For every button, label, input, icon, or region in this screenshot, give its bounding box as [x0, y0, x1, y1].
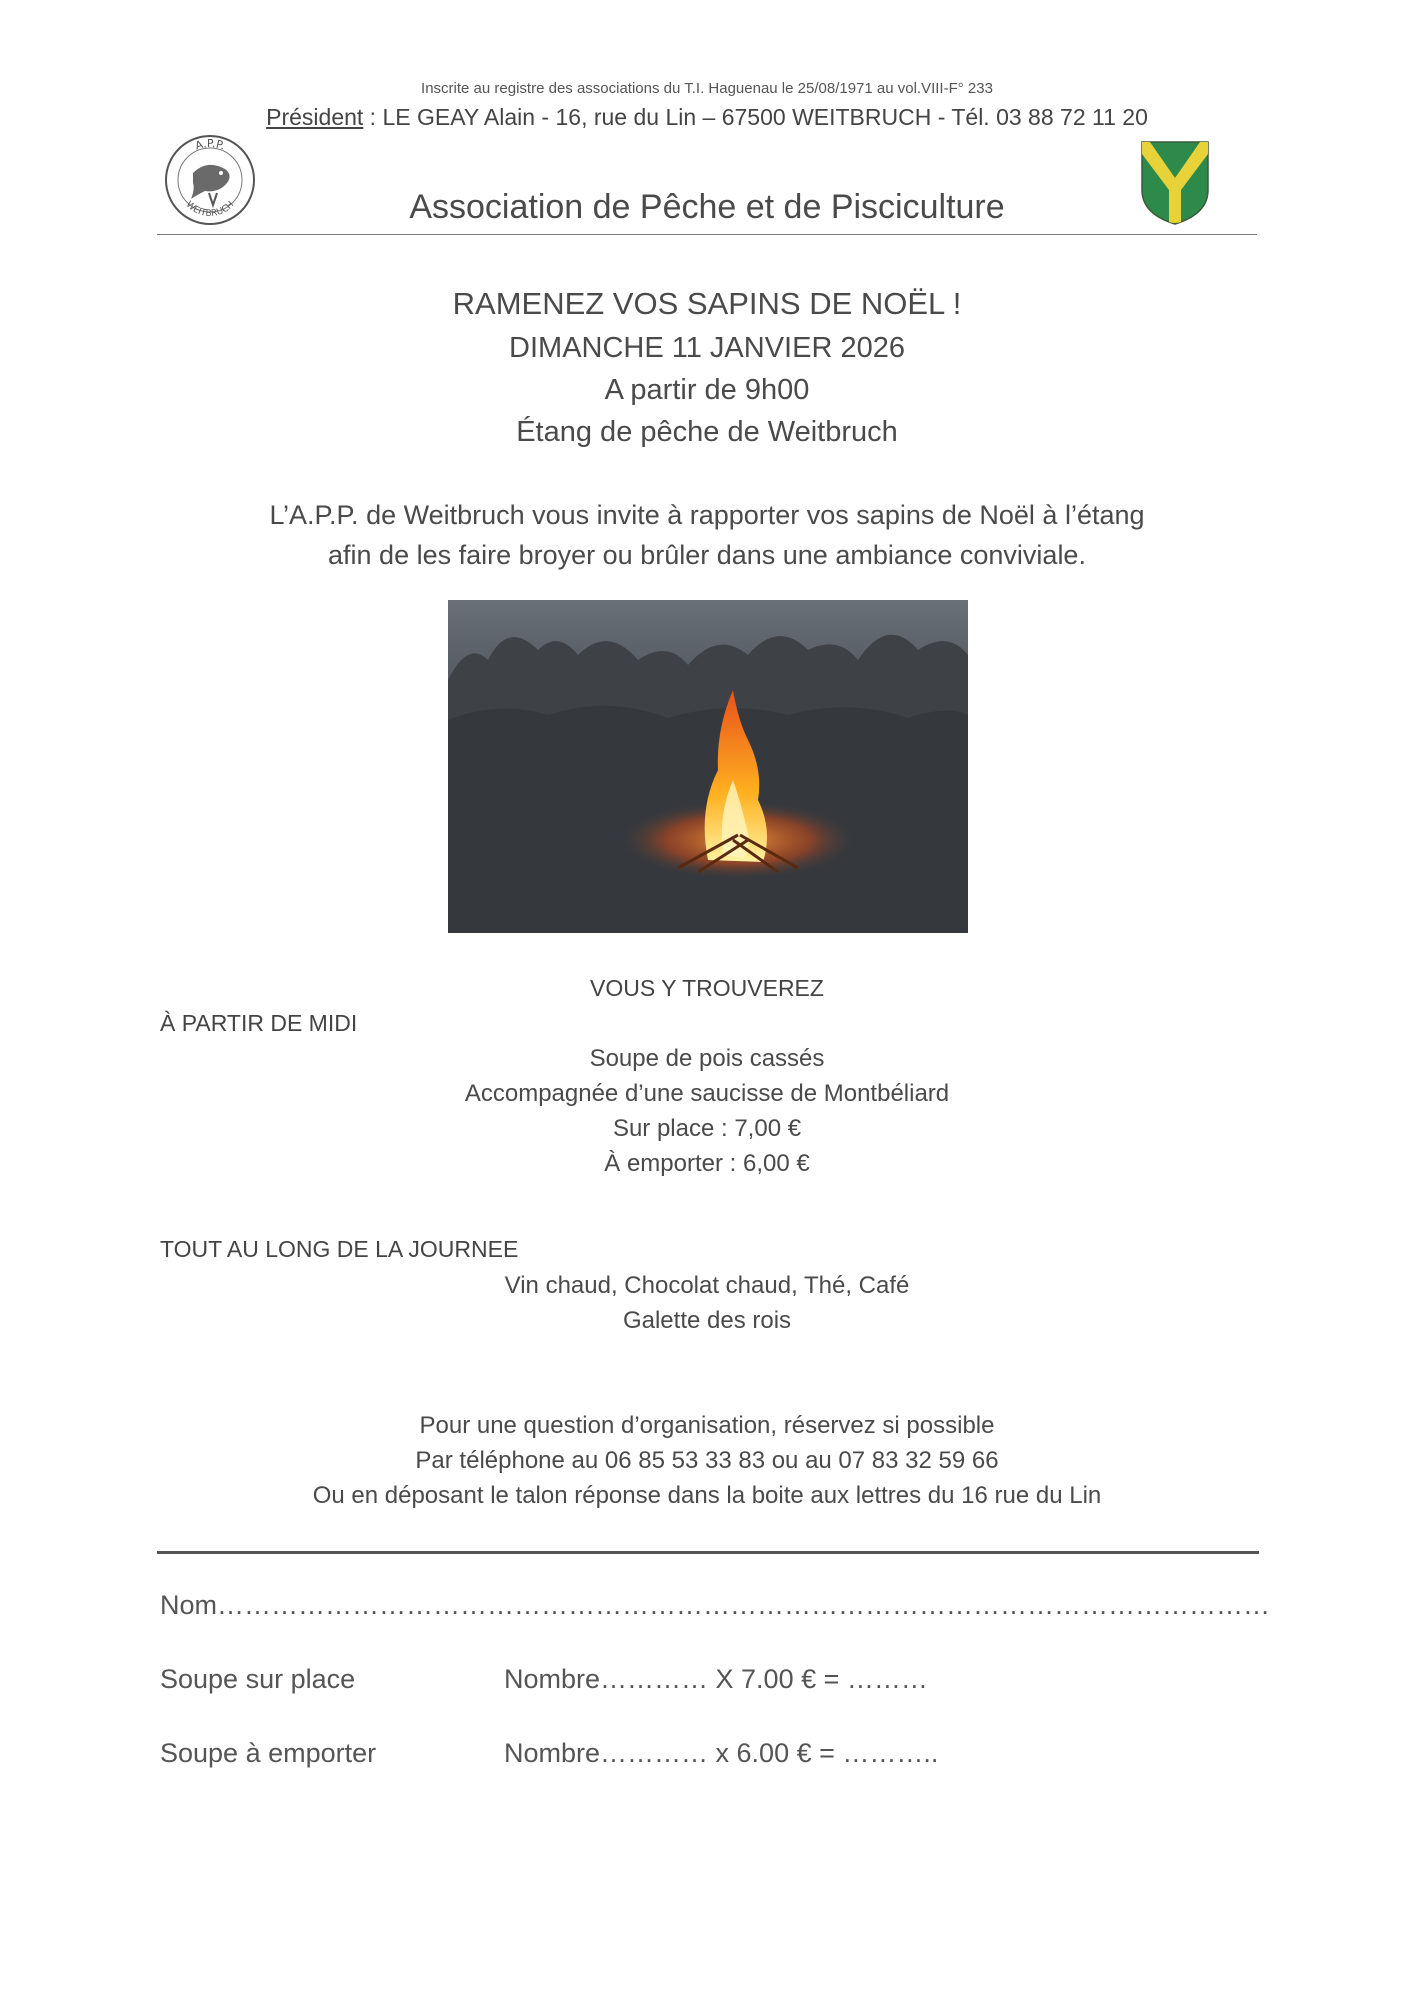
logo-top-text: A.P.P. — [193, 136, 228, 153]
president-details: : LE GEAY Alain - 16, rue du Lin – 67500 WEITBRUCH - Tél. 03 88 72 11 20 — [363, 104, 1148, 130]
journee-label: TOUT AU LONG DE LA JOURNEE — [160, 1236, 519, 1262]
drinks-line-1: Vin chaud, Chocolat chaud, Thé, Café — [504, 1272, 910, 1299]
form-soup-on-site-field[interactable]: Nombre………… X 7.00 € = ……… — [504, 1664, 928, 1694]
soup-line-2: Accompagnée d’une saucisse de Montbéliard — [464, 1080, 950, 1107]
intro-line-1: L’A.P.P. de Weitbruch vous invite à rapporter vos sapins de Noël à l’étang — [269, 500, 1145, 530]
reservation-phone: Par téléphone au 06 85 53 33 83 ou au 07 83 32 59 66 — [415, 1447, 999, 1474]
event-place: Étang de pêche de Weitbruch — [516, 416, 898, 448]
form-soup-on-site-label: Soupe sur place — [160, 1664, 356, 1694]
drinks-line-2: Galette des rois — [622, 1307, 792, 1334]
form-divider — [157, 1551, 1259, 1554]
event-title: RAMENEZ VOS SAPINS DE NOËL ! — [452, 286, 962, 321]
intro-line-2: afin de les faire broyer ou brûler dans une ambiance conviviale. — [328, 540, 1086, 570]
soup-line-1: Soupe de pois cassés — [589, 1045, 825, 1072]
association-name: Association de Pêche et de Pisciculture — [409, 188, 1005, 226]
form-nom-field[interactable]: Nom……………………………………………………………………………………………………… — [160, 1590, 1271, 1620]
president-label: Président — [266, 104, 364, 130]
bonfire-photo — [448, 600, 968, 933]
soup-price-on-site: Sur place : 7,00 € — [612, 1115, 802, 1142]
midi-label: À PARTIR DE MIDI — [160, 1010, 358, 1036]
offer-heading: VOUS Y TROUVEREZ — [590, 975, 824, 1001]
form-soup-takeaway-label: Soupe à emporter — [160, 1738, 377, 1768]
event-time: A partir de 9h00 — [604, 374, 810, 406]
event-date: DIMANCHE 11 JANVIER 2026 — [509, 332, 905, 364]
form-soup-takeaway-field[interactable]: Nombre………… x 6.00 € = ……….. — [504, 1738, 939, 1768]
registry-note: Inscrite au registre des associations du T.I. Haguenau le 25/08/1971 au vol.VIII-F° 233 — [421, 80, 993, 97]
president-line — [0, 104, 1414, 131]
soup-price-takeaway: À emporter : 6,00 € — [604, 1150, 810, 1177]
logo-bottom-text: WEITBRUCH — [183, 199, 237, 220]
reservation-mailbox: Ou en déposant le talon réponse dans la boite aux lettres du 16 rue du Lin — [312, 1482, 1102, 1509]
header-divider — [157, 234, 1257, 235]
reservation-line-1: Pour une question d’organisation, réservez si possible — [419, 1412, 995, 1439]
